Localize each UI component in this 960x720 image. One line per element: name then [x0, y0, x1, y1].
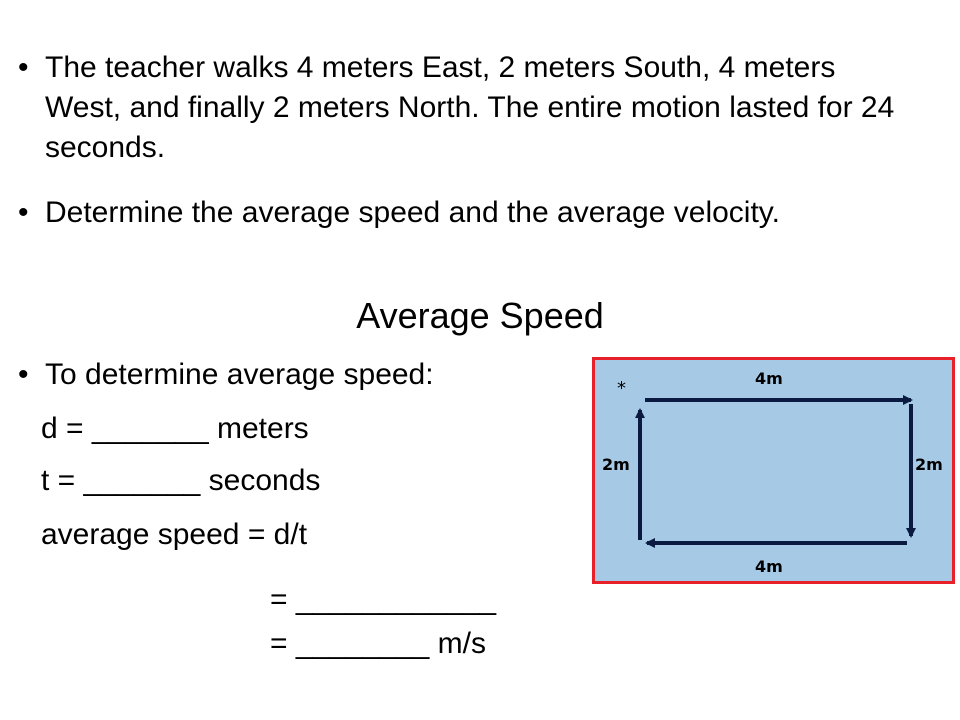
right-distance-label: 2m	[915, 455, 943, 474]
formula-line: average speed = d/t	[41, 518, 308, 551]
bullet-marker: •	[18, 51, 29, 84]
problem-statement-text: The teacher walks 4 meters East, 2 meters South, 4 meters West, and finally 2 meters North. The entire motion lasted for 24 seconds.	[45, 51, 895, 164]
bullet-problem-statement	[18, 48, 895, 168]
bullet-marker: •	[18, 358, 29, 391]
bullet-marker: •	[18, 196, 29, 229]
top-distance-label: 4m	[755, 369, 783, 388]
time-line: t = _______ seconds	[41, 464, 321, 497]
substitution-line: = ____________	[270, 583, 497, 616]
path-arrows	[595, 360, 952, 581]
distance-line: d = _______ meters	[41, 412, 309, 445]
path-diagram	[592, 357, 955, 584]
task-text: Determine the average speed and the average velocity.	[45, 196, 780, 229]
start-marker: *	[617, 378, 626, 399]
bottom-distance-label: 4m	[755, 557, 783, 576]
bullet-task	[18, 193, 895, 233]
left-distance-label: 2m	[602, 455, 630, 474]
section-heading: Average Speed	[356, 295, 604, 336]
instructions-text: To determine average speed:	[45, 358, 434, 391]
result-line: = ________ m/s	[270, 627, 486, 660]
